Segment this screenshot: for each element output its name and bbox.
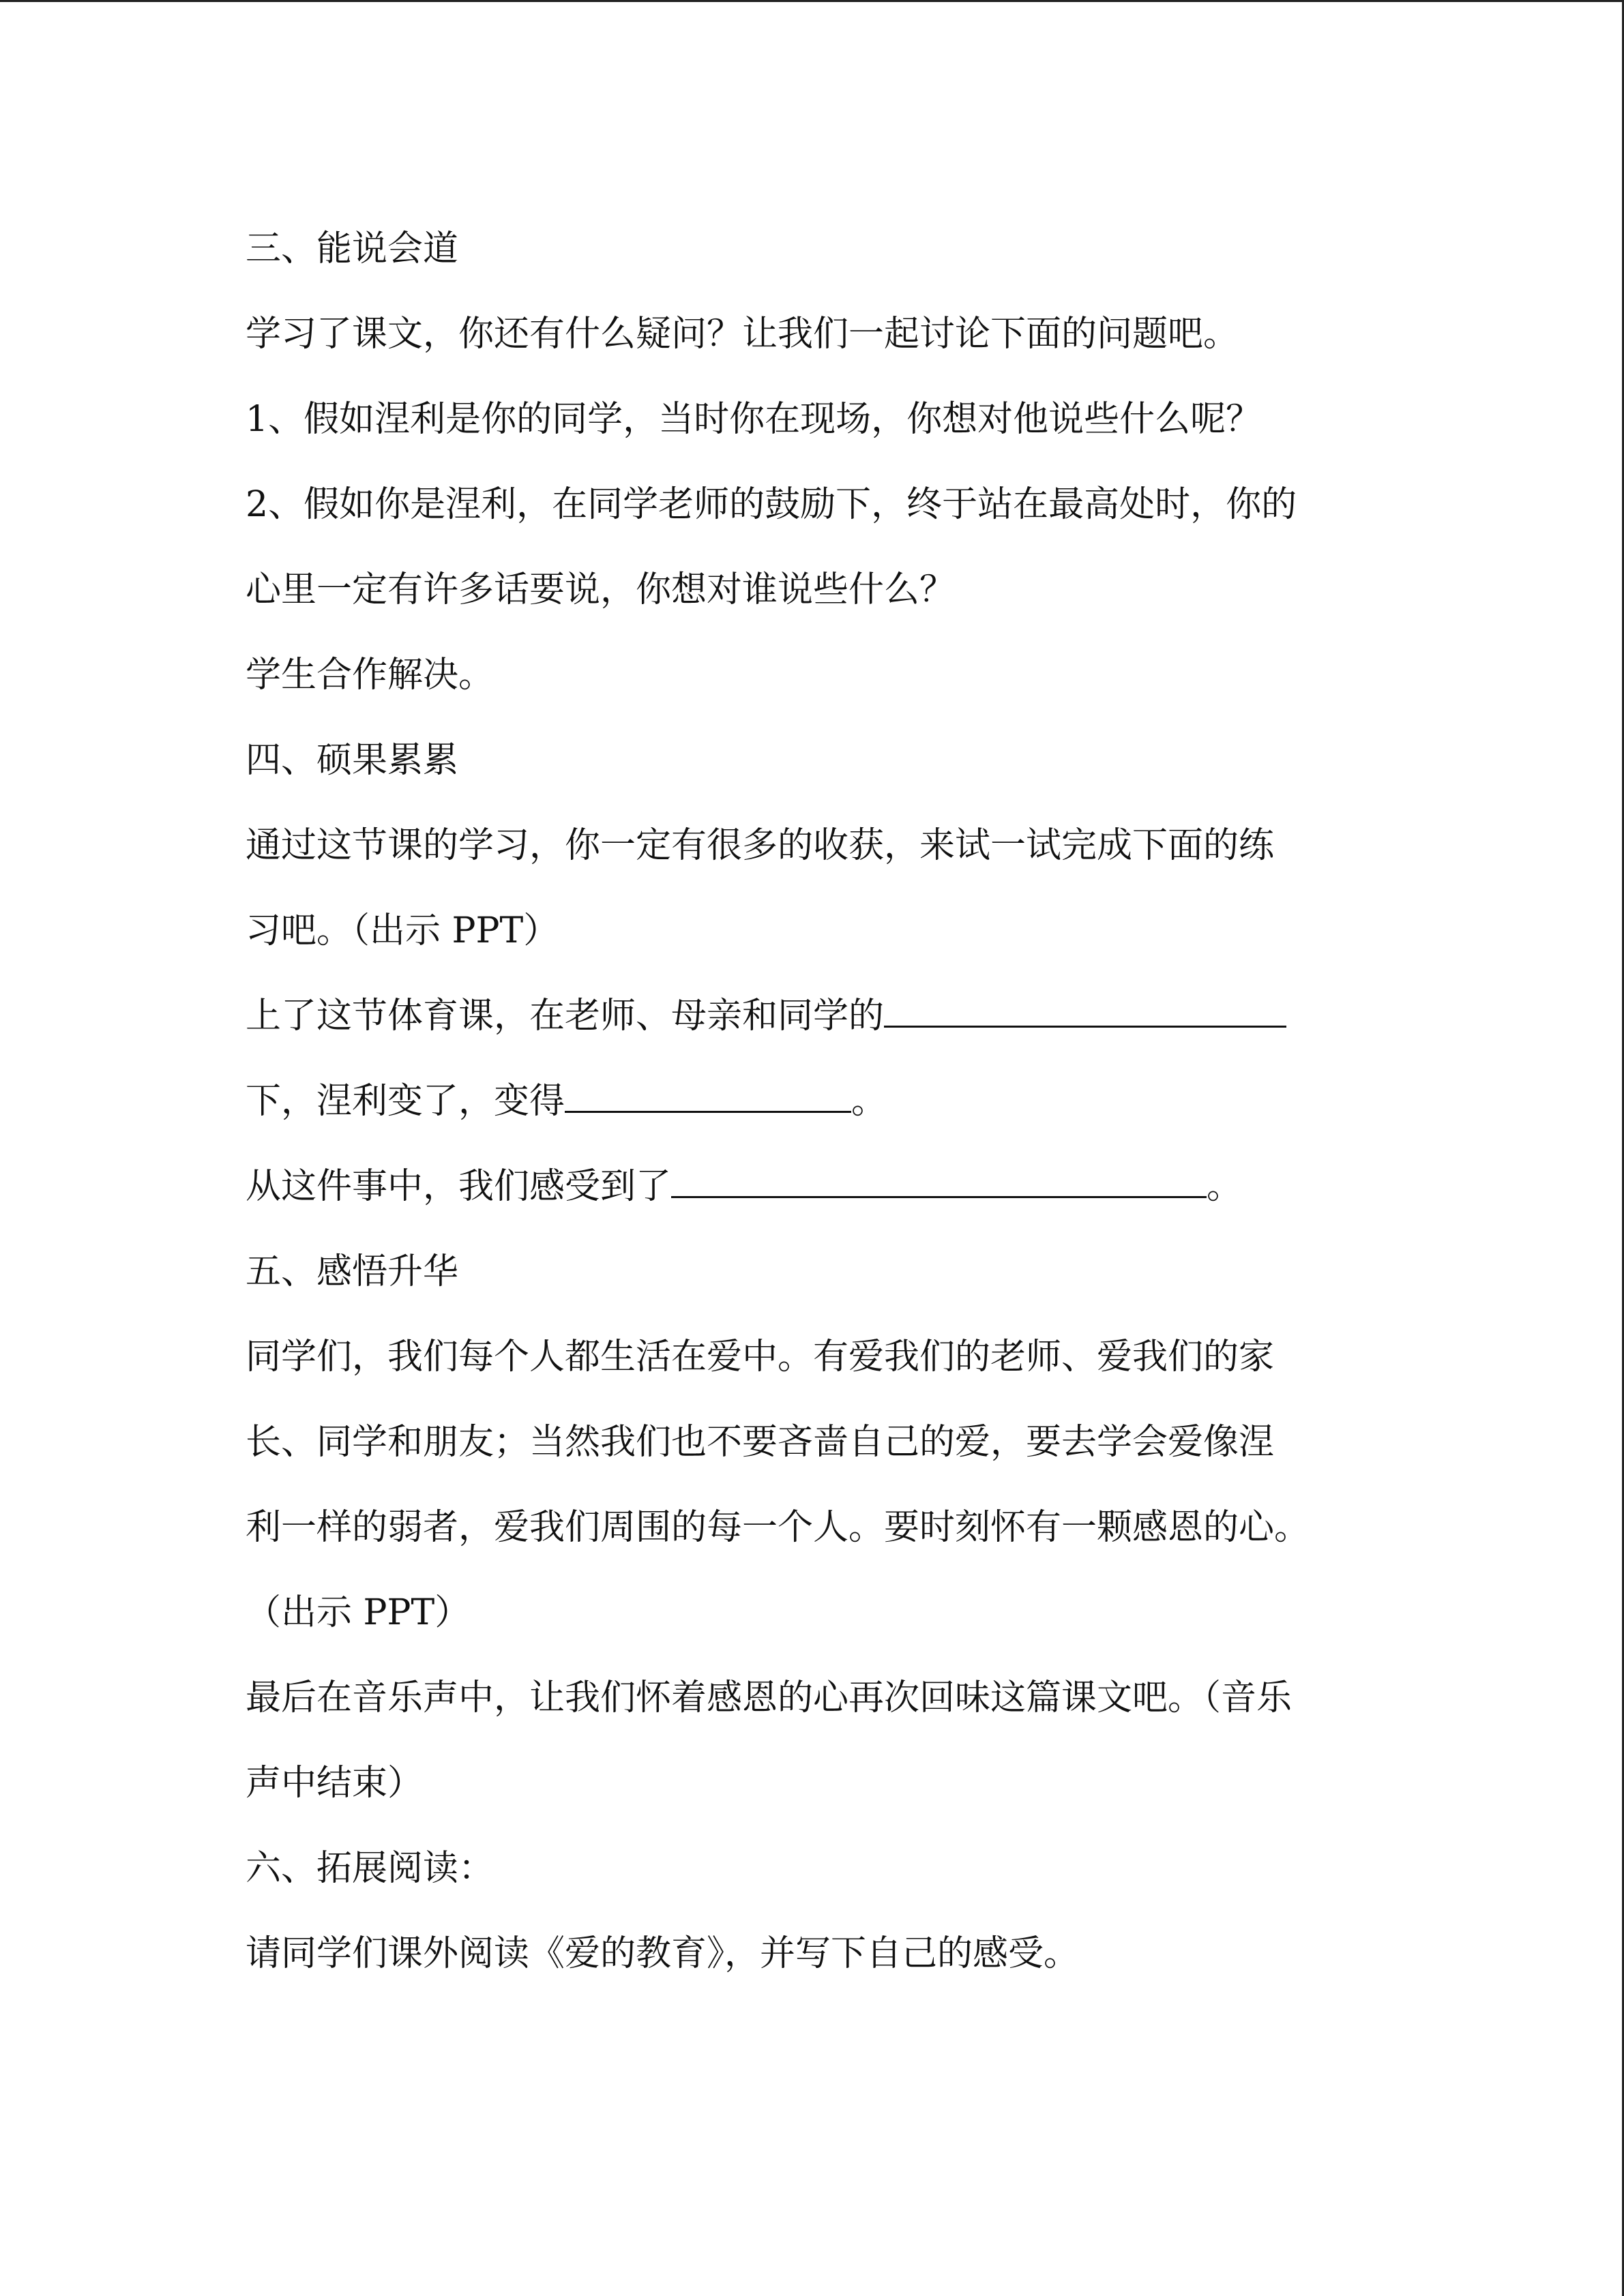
fill-blank-text: 。 xyxy=(851,1081,887,1122)
fill-blank-line-3 xyxy=(246,1144,1391,1229)
fill-blank-text: 上了这节体育课，在老师、母亲和同学的 xyxy=(246,996,885,1037)
question-2-line-2: 心里一定有许多话要说，你想对谁说些什么？ xyxy=(246,569,956,610)
paragraph-line: 学习了课文，你还有什么疑问？让我们一起讨论下面的问题吧。 xyxy=(246,314,1239,355)
paragraph-line: 学生合作解决。 xyxy=(246,655,494,696)
paragraph-line: 请同学们课外阅读《爱的教育》，并写下自己的感受。 xyxy=(246,1933,1080,1974)
document-body xyxy=(246,207,1391,1997)
fill-blank-line-2 xyxy=(246,1059,1391,1144)
paragraph-line: 习吧。（出示 PPT） xyxy=(246,910,559,951)
section-heading-3: 三、能说会道 xyxy=(246,228,459,269)
paragraph-line: 通过这节课的学习，你一定有很多的收获，来试一试完成下面的练 xyxy=(246,825,1275,866)
fill-blank-underline xyxy=(671,1158,1207,1198)
paragraph-line: （出示 PPT） xyxy=(246,1592,471,1633)
fill-blank-underline xyxy=(884,987,1286,1028)
paragraph-line: 同学们，我们每个人都生活在爱中。有爱我们的老师、爱我们的家 xyxy=(246,1337,1275,1377)
section-heading-6: 六、拓展阅读： xyxy=(246,1848,494,1889)
paragraph-line: 长、同学和朋友；当然我们也不要吝啬自己的爱，要去学会爱像涅 xyxy=(246,1422,1275,1463)
section-heading-5: 五、感悟升华 xyxy=(246,1251,459,1292)
question-1: 1、假如涅利是你的同学，当时你在现场，你想对他说些什么呢？ xyxy=(246,399,1262,440)
fill-blank-text: 。 xyxy=(1207,1166,1243,1207)
question-2-line-1: 2、假如你是涅利，在同学老师的鼓励下，终于站在最高处时，你的 xyxy=(246,484,1297,525)
fill-blank-line-1 xyxy=(246,974,1391,1059)
fill-blank-underline xyxy=(565,1073,851,1113)
paragraph-line: 声中结束） xyxy=(246,1763,424,1804)
paragraph-line: 利一样的弱者，爱我们周围的每一个人。要时刻怀有一颗感恩的心。 xyxy=(246,1507,1310,1548)
fill-blank-text: 下，涅利变了，变得 xyxy=(246,1081,565,1122)
section-heading-4: 四、硕果累累 xyxy=(246,740,459,781)
paragraph-line: 最后在音乐声中，让我们怀着感恩的心再次回味这篇课文吧。（音乐 xyxy=(246,1678,1293,1718)
fill-blank-text: 从这件事中，我们感受到了 xyxy=(246,1166,672,1207)
